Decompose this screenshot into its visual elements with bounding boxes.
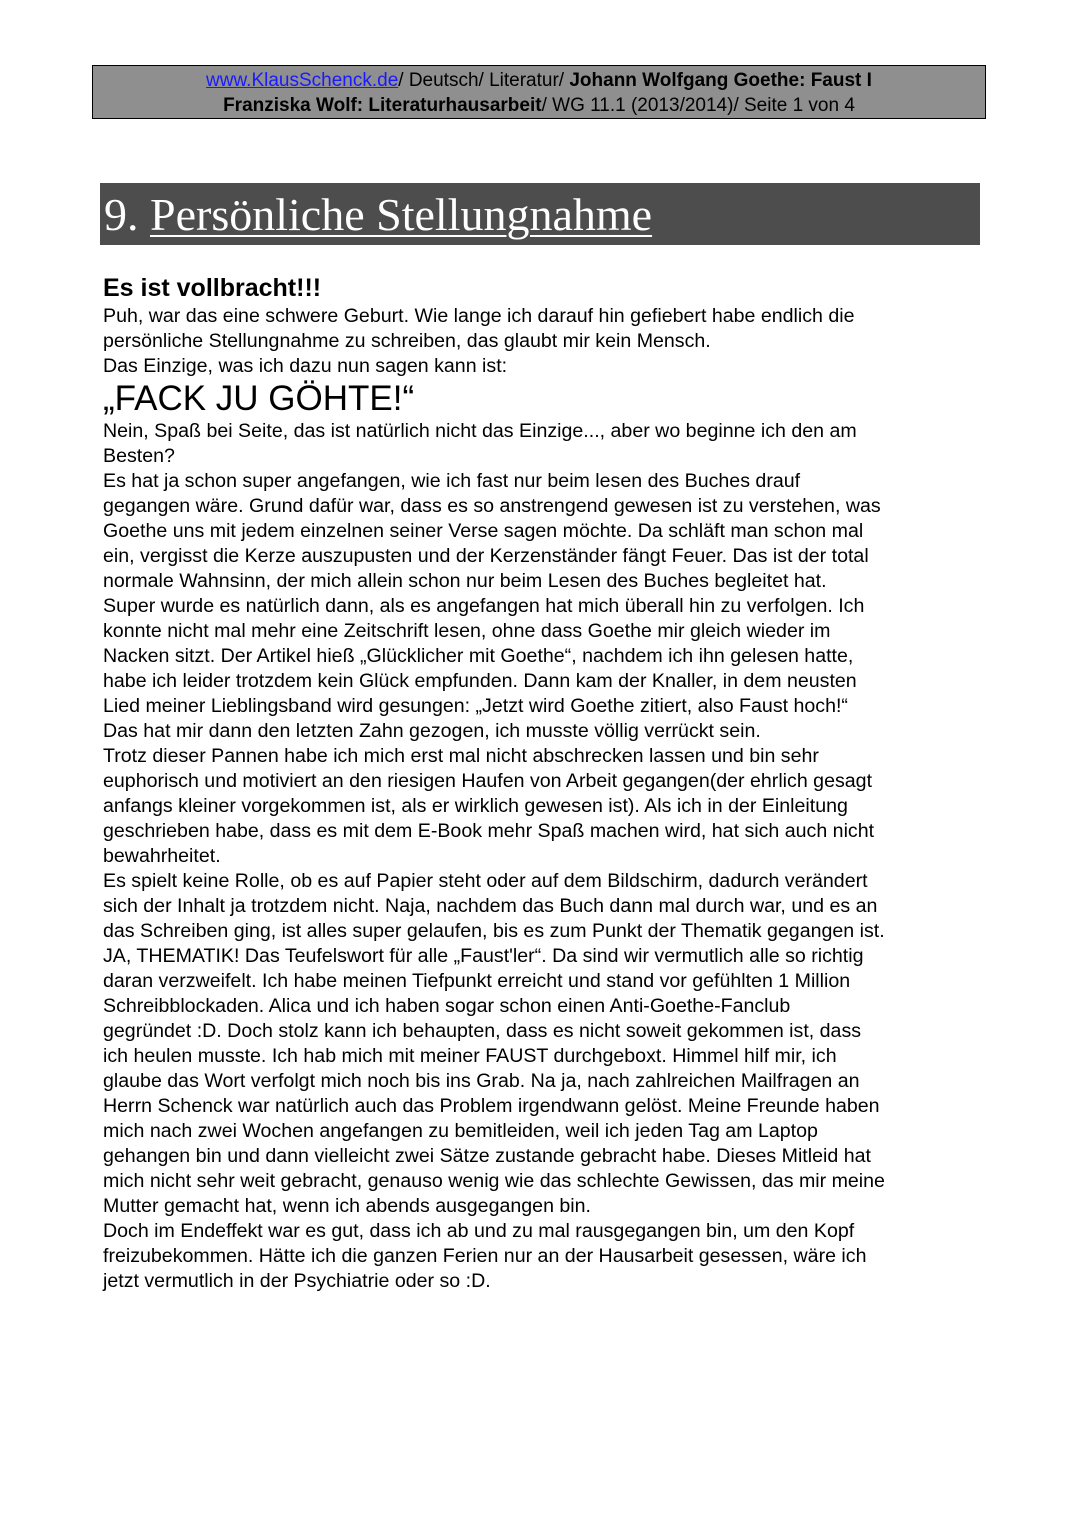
- header-author: Franziska Wolf: Literaturhausarbeit: [223, 95, 542, 116]
- body-content: [103, 272, 983, 1294]
- header-class-page: / WG 11.1 (2013/2014)/ Seite 1 von 4: [541, 95, 855, 116]
- header-line-1: [93, 68, 985, 93]
- section-number: 9.: [104, 189, 150, 240]
- intro-paragraph: Puh, war das eine schwere Geburt. Wie lange ich darauf hin gefiebert habe endlich die persönliche Stellungnahme zu schreiben, das glaubt mir kein Mensch. Das Einzige, was ich dazu nun sagen kann ist:: [103, 305, 855, 377]
- quote-heading: „FACK JU GÖHTE!“: [103, 379, 415, 418]
- header-line-2: [93, 93, 985, 118]
- subheading: Es ist vollbracht!!!: [103, 274, 322, 302]
- site-link[interactable]: www.KlausSchenck.de: [206, 70, 399, 91]
- section-title: Persönliche Stellungnahme: [150, 189, 653, 240]
- header-path: / Deutsch/ Literatur/: [398, 70, 570, 91]
- header-work-title: Johann Wolfgang Goethe: Faust I: [569, 70, 872, 91]
- page-header: [92, 65, 986, 119]
- section-title-bar: [100, 183, 980, 245]
- main-paragraph: Nein, Spaß bei Seite, das ist natürlich nicht das Einzige..., aber wo beginne ich den am Besten? Es hat ja schon super angefangen, wie ich fast nur beim lesen des Buches drauf gegangen wäre. Grund dafür war, dass es so anstrengend gewesen ist zu verstehen, was Goethe uns mit jedem einzelnen seiner Verse sagen möchte. Da schläft man schon mal ein, vergisst die Kerze auszupusten und der Kerzenständer fängt Feuer. Das ist der total normale Wahnsinn, der mich allein schon nur beim Lesen des Buches begleitet hat. Super wurde es natürlich dann, als es angefangen hat mich überall hin zu verfolgen. Ich konnte nicht mal mehr eine Zeitschrift lesen, ohne dass Goethe mir gleich wieder im Nacken sitzt. Der Artikel hieß „Glücklicher mit Goethe“, nachdem ich ihn gelesen hatte, habe ich leider trotzdem kein Glück empfunden. Dann kam der Knaller, in dem neusten Lied meiner Lieblingsband wird gesungen: „Jetzt wird Goethe zitiert, also Faust hoch!“ Das hat mir dann den letzten Zahn gezogen, ich musste völlig verrückt sein. Trotz dieser Pannen habe ich mich erst mal nicht abschrecken lassen und bin sehr euphorisch und motiviert an den riesigen Haufen von Arbeit gegangen(der ehrlich gesagt anfangs kleiner vorgekommen ist, als er wirklich gewesen ist). Als ich in der Einleitung geschrieben habe, dass es mit dem E-Book mehr Spaß machen wird, hat sich auch nicht bewahrheitet. Es spielt keine Rolle, ob es auf Papier steht oder auf dem Bildschirm, dadurch verändert sich der Inhalt ja trotzdem nicht. Naja, nachdem das Buch dann mal durch war, und es an das Schreiben ging, ist alles super gelaufen, bis es zum Punkt der Thematik gegangen ist. JA, THEMATIK! Das Teufelswort für alle „Faust'ler“. Da sind wir vermutlich alle so richtig daran verzweifelt. Ich habe meinen Tiefpunkt erreicht und stand vor gefühlten 1 Million Schreibblockaden. Alica und ich haben sogar schon einen Anti-Goethe-Fanclub gegründet :D. Doch stolz kann ich behaupten, dass es nicht soweit gekommen ist, dass ich heulen musste. Ich hab mich mit meiner FAUST durchgeboxt. Himmel hilf mir, ich glaube das Wort verfolgt mich noch bis ins Grab. Na ja, nach zahlreichen Mailfragen an Herrn Schenck war natürlich auch das Problem irgendwann gelöst. Meine Freunde haben mich nach zwei Wochen angefangen zu bemitleiden, weil ich jeden Tag am Laptop gehangen bin und dann vielleicht zwei Sätze zustande gebracht habe. Dieses Mitleid hat mich nicht sehr weit gebracht, genauso wenig wie das schlechte Gewissen, das mir meine Mutter gemacht hat, wenn ich abends ausgegangen bin. Doch im Endeffekt war es gut, dass ich ab und zu mal rausgegangen bin, um den Kopf freizubekommen. Hätte ich die ganzen Ferien nur an der Hausarbeit gesessen, wäre ich jetzt vermutlich in der Psychiatrie oder so :D.: [103, 420, 885, 1292]
